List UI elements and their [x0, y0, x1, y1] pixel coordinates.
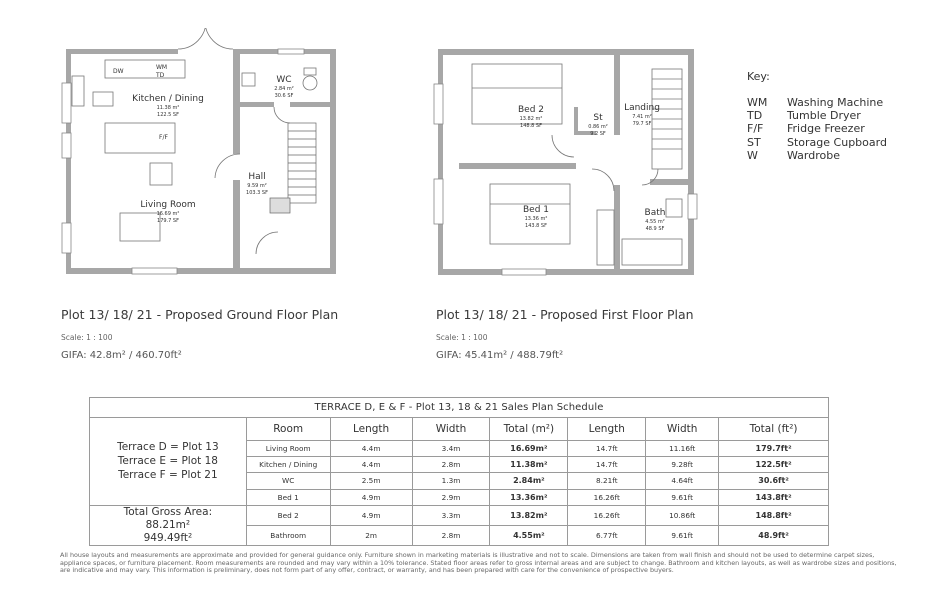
cell: 6.77ft	[568, 525, 646, 545]
key-item	[747, 136, 887, 149]
room-bath-area-m: 4.55 m²	[645, 219, 665, 225]
header-length-ft: Length	[568, 418, 646, 441]
header-width-m: Width	[412, 418, 490, 441]
cell: 3.3m	[412, 505, 490, 525]
cell: 14.7ft	[568, 457, 646, 473]
room-wc-name: WC	[276, 75, 292, 85]
cell-room: Bed 2	[246, 505, 330, 525]
room-bed2-name: Bed 2	[517, 105, 545, 115]
key-code: F/F	[747, 122, 764, 136]
cell-total: 16.69m²	[490, 441, 568, 457]
cell: 2.9m	[412, 489, 490, 505]
cell: 14.7ft	[568, 441, 646, 457]
plot-line: Terrace E = Plot 18	[117, 455, 218, 468]
room-kitchen-area-sf: 122.5 SF	[157, 112, 179, 118]
key-title: Key:	[747, 70, 770, 83]
cell: 3.4m	[412, 441, 490, 457]
cell-total: 2.84m²	[490, 473, 568, 489]
key-item	[747, 109, 887, 122]
room-bed1-area-m: 13.36 m²	[524, 216, 548, 222]
gross-area-label: Total Gross Area:	[123, 505, 213, 518]
header-length-m: Length	[330, 418, 412, 441]
cell-room: Bed 1	[246, 489, 330, 505]
room-living-name: Living Room	[140, 200, 196, 210]
cell: 9.61ft	[646, 489, 719, 505]
cell: 4.9m	[330, 489, 412, 505]
cell-total: 11.38m²	[490, 457, 568, 473]
ff-label: F/F	[159, 134, 168, 141]
disclaimer-text: All house layouts and measurements are approximate and provided for general guidance only. Furniture shown in marketing materials is illustrative and not to scale. Dimensions are taken from wall finish and should not be used to determine carpet sizes, appliance spaces, or furniture placement. Room measurements are rounded and may vary within a 10% tolerance. Stated floor areas refer to gross internal areas and are subject to change. Bathroom and kitchen layouts, as well as wardrobe sizes and positions, are indicative and may vary. This information is preliminary, does not form part of any offer, contract, or warranty, and has been prepared with care for the convenience of prospective buyers.	[60, 551, 897, 575]
key-code: W	[747, 148, 758, 162]
plots-cell	[90, 418, 247, 506]
schedule-title: TERRACE D, E & F - Plot 13, 18 & 21 Sales Plan Schedule	[90, 398, 829, 418]
room-bed2-area-m: 13.82 m²	[519, 116, 543, 122]
room-st-name: St	[593, 113, 603, 123]
cell: 4.64ft	[646, 473, 719, 489]
cell: 16.26ft	[568, 489, 646, 505]
first-plan-title: Plot 13/ 18/ 21 - Proposed First Floor Plan	[436, 307, 694, 322]
room-bath-name: Bath	[644, 208, 666, 218]
cell: 8.21ft	[568, 473, 646, 489]
room-kitchen-name: Kitchen / Dining	[132, 94, 204, 104]
cell-room: WC	[246, 473, 330, 489]
cell: 4.4m	[330, 441, 412, 457]
room-st-area-sf: 9.2 SF	[590, 131, 606, 137]
cell: 4.4m	[330, 457, 412, 473]
key-legend	[747, 70, 887, 162]
cell-total: 179.7ft²	[719, 441, 829, 457]
cell-total: 148.8ft²	[719, 505, 829, 525]
key-item	[747, 96, 887, 109]
ground-plan-gifa: GIFA: 42.8m² / 460.70ft²	[61, 350, 182, 361]
ground-plan-title: Plot 13/ 18/ 21 - Proposed Ground Floor Plan	[61, 307, 339, 322]
cell: 2.5m	[330, 473, 412, 489]
key-label: Washing Machine	[787, 96, 884, 109]
room-landing-name: Landing	[624, 103, 660, 113]
plot-line: Terrace D = Plot 13	[117, 441, 219, 454]
room-landing-area-m: 7.41 m²	[632, 114, 652, 120]
cell-total: 122.5ft²	[719, 457, 829, 473]
dw-label: DW	[113, 68, 124, 75]
wm-label: WM	[156, 64, 168, 71]
first-floor-plan	[432, 44, 702, 278]
cell: 9.28ft	[646, 457, 719, 473]
room-kitchen-area-m: 11.38 m²	[156, 105, 180, 111]
key-code: TD	[747, 109, 763, 123]
cell-total: 13.82m²	[490, 505, 568, 525]
sales-schedule-table	[89, 397, 829, 546]
gross-area-m: 88.21m²	[145, 518, 191, 531]
room-hall-area-m: 9.59 m²	[247, 183, 267, 189]
key-label: Tumble Dryer	[787, 109, 861, 123]
room-bed1-area-sf: 143.8 SF	[525, 223, 547, 229]
table-row	[90, 505, 829, 525]
header-total-ft: Total (ft²)	[719, 418, 829, 441]
cell-total: 4.55m²	[490, 525, 568, 545]
room-bed2-area-sf: 148.8 SF	[520, 123, 542, 129]
key-label: Fridge Freezer	[787, 122, 865, 136]
room-hall-name: Hall	[248, 172, 266, 182]
room-living-area-sf: 179.7 SF	[157, 218, 179, 224]
room-hall-area-sf: 103.3 SF	[246, 190, 268, 196]
header-width-ft: Width	[646, 418, 719, 441]
cell: 2m	[330, 525, 412, 545]
td-label: TD	[156, 72, 165, 79]
ground-plan-scale: Scale: 1 : 100	[61, 333, 113, 342]
plot-line: Terrace F = Plot 21	[118, 469, 218, 482]
header-total-m: Total (m²)	[490, 418, 568, 441]
cell: 10.86ft	[646, 505, 719, 525]
gross-area-cell	[90, 505, 247, 545]
cell-total: 48.9ft²	[719, 525, 829, 545]
cell: 2.8m	[412, 457, 490, 473]
key-item	[747, 149, 887, 162]
key-item	[747, 122, 887, 135]
cell: 4.9m	[330, 505, 412, 525]
cell-total: 143.8ft²	[719, 489, 829, 505]
cell-total: 13.36m²	[490, 489, 568, 505]
first-plan-scale: Scale: 1 : 100	[436, 333, 488, 342]
room-bath-area-sf: 48.9 SF	[645, 226, 665, 232]
key-code: WM	[747, 96, 768, 109]
gross-area-ft: 949.49ft²	[143, 531, 193, 544]
cell: 9.61ft	[646, 525, 719, 545]
cell-total: 30.6ft²	[719, 473, 829, 489]
room-wc-area-m: 2.84 m²	[274, 86, 294, 92]
room-living-area-m: 16.69 m²	[156, 211, 180, 217]
key-label: Wardrobe	[787, 148, 840, 162]
cell-room: Living Room	[246, 441, 330, 457]
header-room: Room	[246, 418, 330, 441]
room-landing-area-sf: 79.7 SF	[632, 121, 652, 127]
key-label: Storage Cupboard	[787, 135, 887, 149]
cell: 1.3m	[412, 473, 490, 489]
room-bed1-name: Bed 1	[522, 205, 550, 215]
cell: 2.8m	[412, 525, 490, 545]
room-st-area-m: 0.86 m²	[588, 124, 608, 130]
ground-floor-plan	[60, 28, 345, 278]
cell-room: Kitchen / Dining	[246, 457, 330, 473]
cell: 16.26ft	[568, 505, 646, 525]
key-code: ST	[747, 135, 761, 149]
first-plan-gifa: GIFA: 45.41m² / 488.79ft²	[436, 350, 564, 361]
cell-room: Bathroom	[246, 525, 330, 545]
cell: 11.16ft	[646, 441, 719, 457]
room-wc-area-sf: 30.6 SF	[274, 93, 294, 99]
